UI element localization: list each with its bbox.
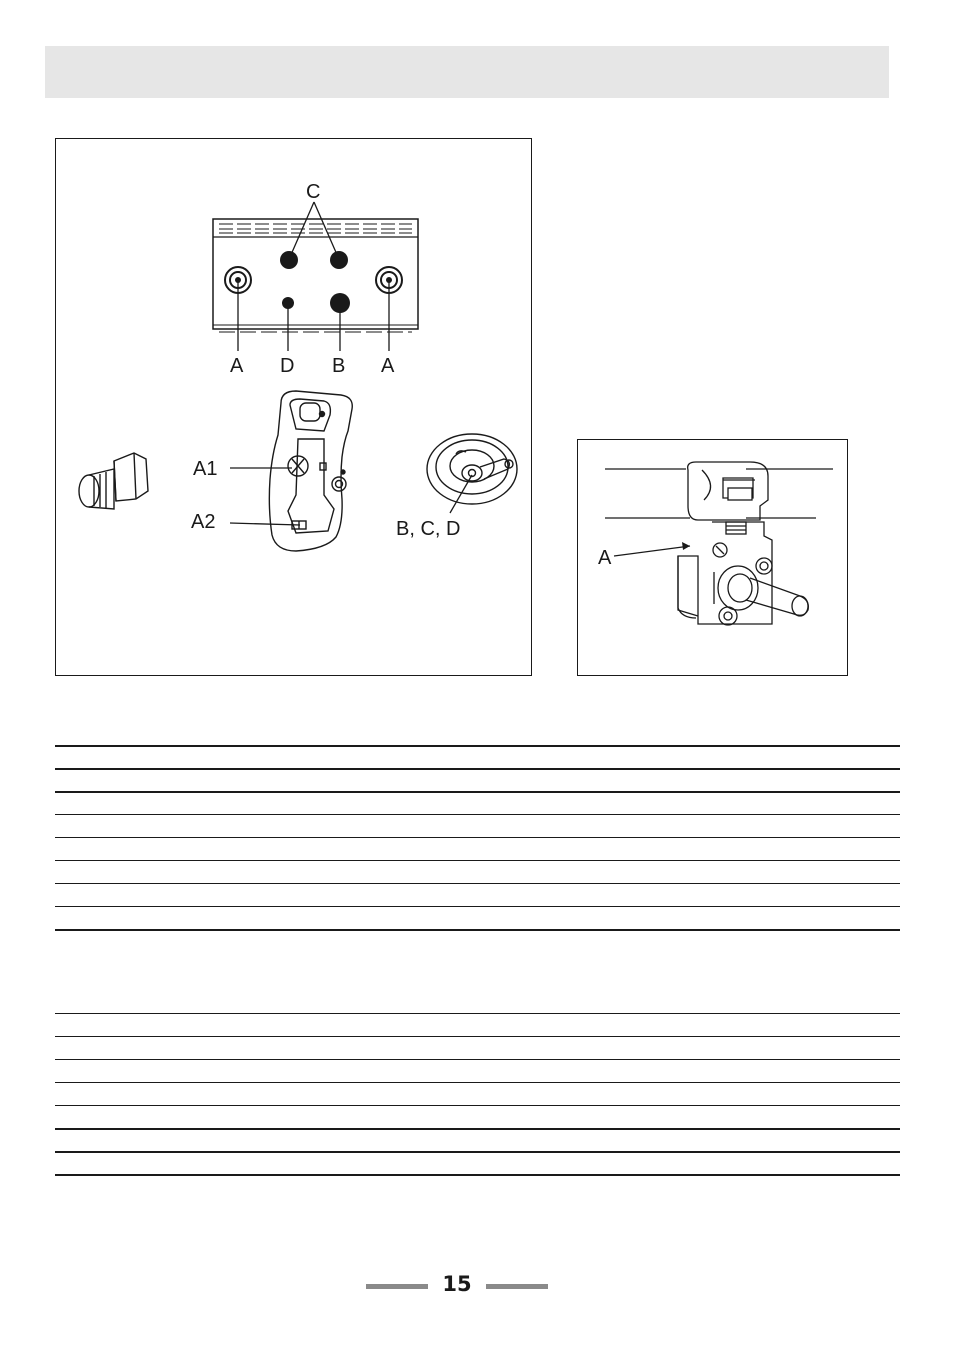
label-a-left: A	[230, 355, 244, 377]
table-rule	[55, 860, 900, 861]
table-rule	[55, 1105, 900, 1106]
table-rule	[55, 837, 900, 838]
valve-diagram	[578, 440, 849, 677]
table-rule	[55, 814, 900, 815]
label-c: C	[306, 181, 321, 203]
table-rule	[55, 768, 900, 770]
label-bcd: B, C, D	[396, 518, 461, 540]
page-number-footer	[366, 1272, 548, 1300]
label-b: B	[332, 355, 346, 377]
table-rule	[55, 791, 900, 793]
label-valve-a: A	[598, 547, 612, 569]
table-rule	[55, 1082, 900, 1083]
page-number: 15	[442, 1272, 472, 1296]
header-band	[45, 46, 889, 98]
table-rule	[55, 929, 900, 931]
table-rule	[55, 1151, 900, 1153]
label-a-right: A	[381, 355, 395, 377]
valve-figure	[577, 439, 848, 676]
table-rule	[55, 1036, 900, 1037]
hob-panel	[213, 202, 418, 351]
table-rule	[55, 1013, 900, 1014]
table-rule	[55, 1174, 900, 1176]
footer-bar-left	[366, 1284, 428, 1289]
label-a1: A1	[193, 458, 218, 480]
table-rule	[55, 883, 900, 884]
label-d: D	[280, 355, 295, 377]
table-rule	[55, 745, 900, 747]
burner-a-drawing	[269, 391, 352, 551]
hob-figure	[55, 138, 532, 676]
table-rule	[55, 906, 900, 907]
injector-nozzle-drawing	[79, 453, 148, 509]
label-a2: A2	[191, 511, 216, 533]
table-rule	[55, 1128, 900, 1130]
gas-table-rules	[55, 745, 900, 1177]
footer-bar-right	[486, 1284, 548, 1289]
hob-diagram	[56, 139, 533, 677]
table-rule	[55, 1059, 900, 1060]
burner-bcd-drawing	[427, 434, 517, 504]
